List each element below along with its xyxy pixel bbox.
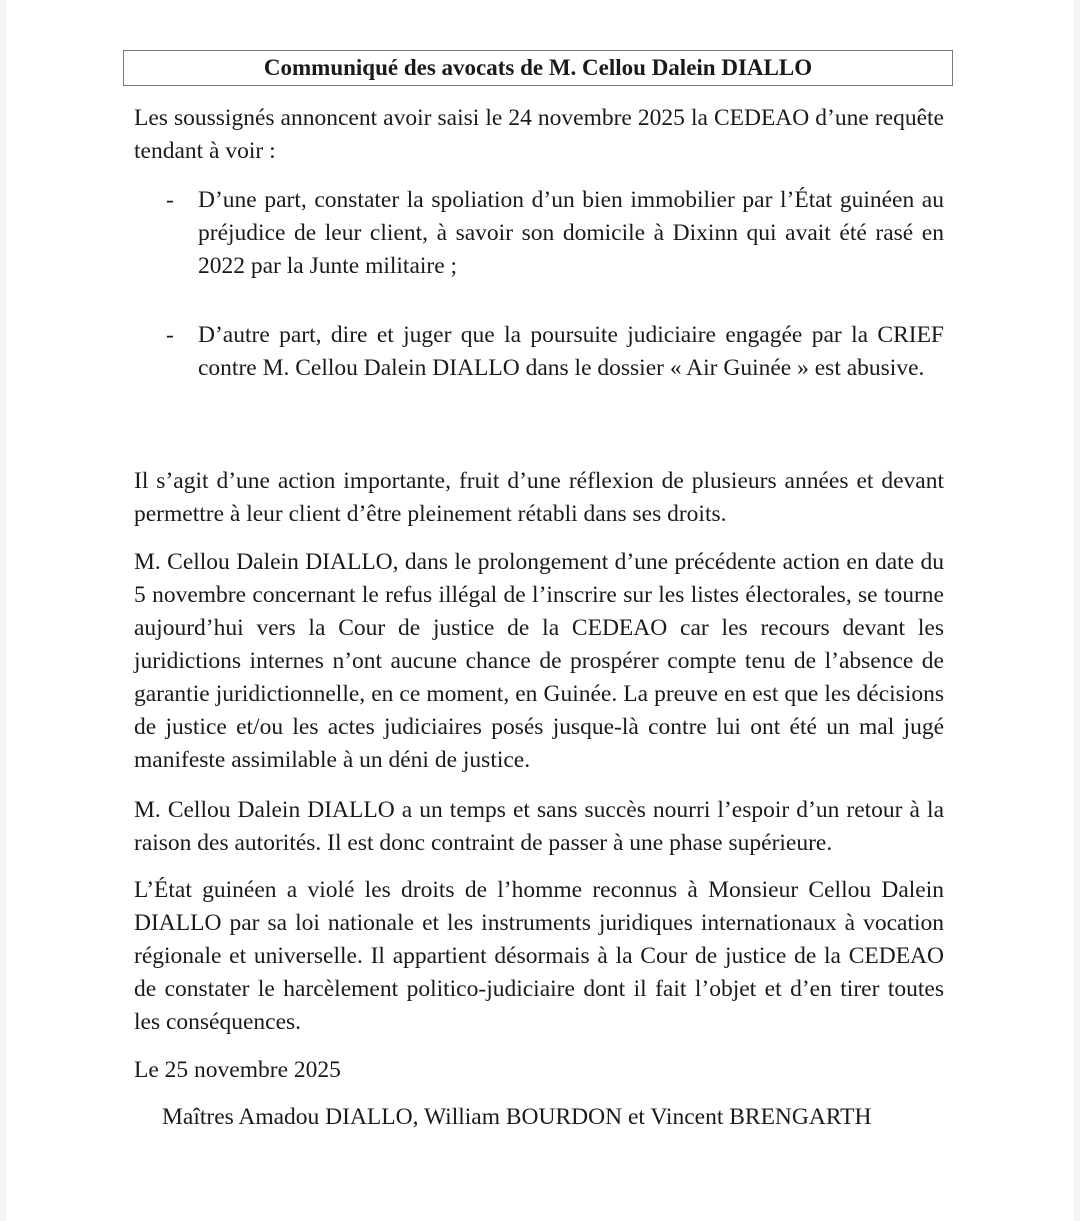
document-title: Communiqué des avocats de M. Cellou Dalein DIALLO: [123, 50, 953, 86]
paragraph-2: M. Cellou Dalein DIALLO, dans le prolongement d’une précédente action en date du 5 novembre concernant le refus illégal de l’inscrire sur les listes électorales, se tourne aujourd’hui vers la Cour de justice de la CEDEAO car les recours devant les juridictions internes n’ont aucune chance de prospérer compte tenu de l’absence de garantie juridictionnelle, en ce moment, en Guinée. La preuve en est que les décisions de justice et/ou les actes judiciaires posés jusque-là contre lui ont été un mal jugé manifeste assimilable à un déni de justice.: [134, 549, 944, 773]
bullet-text: D’autre part, dire et juger que la poursuite judiciaire engagée par la CRIEF contre M. Cellou Dalein DIALLO dans le dossier « Air Guinée » est abusive.: [198, 322, 944, 381]
bullet-marker: -: [166, 187, 174, 213]
intro-paragraph: Les soussignés annoncent avoir saisi le 24 novembre 2025 la CEDEAO d’une requête tendant à voir :: [134, 105, 944, 164]
signature: Maîtres Amadou DIALLO, William BOURDON et Vincent BRENGARTH: [162, 1104, 872, 1130]
document-date: Le 25 novembre 2025: [134, 1057, 341, 1083]
paragraph-4: L’État guinéen a violé les droits de l’homme reconnus à Monsieur Cellou Dalein DIALLO par sa loi nationale et les instruments juridiques internationaux à vocation régionale et universelle. Il appartient désormais à la Cour de justice de la CEDEAO de constater le harcèlement politico-judiciaire dont il fait l’objet et d’en tirer toutes les conséquences.: [134, 877, 944, 1035]
bullet-marker: -: [166, 322, 174, 348]
paragraph-1: Il s’agit d’une action importante, fruit d’une réflexion de plusieurs années et devant permettre à leur client d’être pleinement rétabli dans ses droits.: [134, 468, 944, 527]
bullet-text: D’une part, constater la spoliation d’un bien immobilier par l’État guinéen au préjudice de leur client, à savoir son domicile à Dixinn qui avait été rasé en 2022 par la Junte militaire ;: [198, 187, 944, 279]
paragraph-3: M. Cellou Dalein DIALLO a un temps et sans succès nourri l’espoir d’un retour à la raison des autorités. Il est donc contraint de passer à une phase supérieure.: [134, 797, 944, 856]
